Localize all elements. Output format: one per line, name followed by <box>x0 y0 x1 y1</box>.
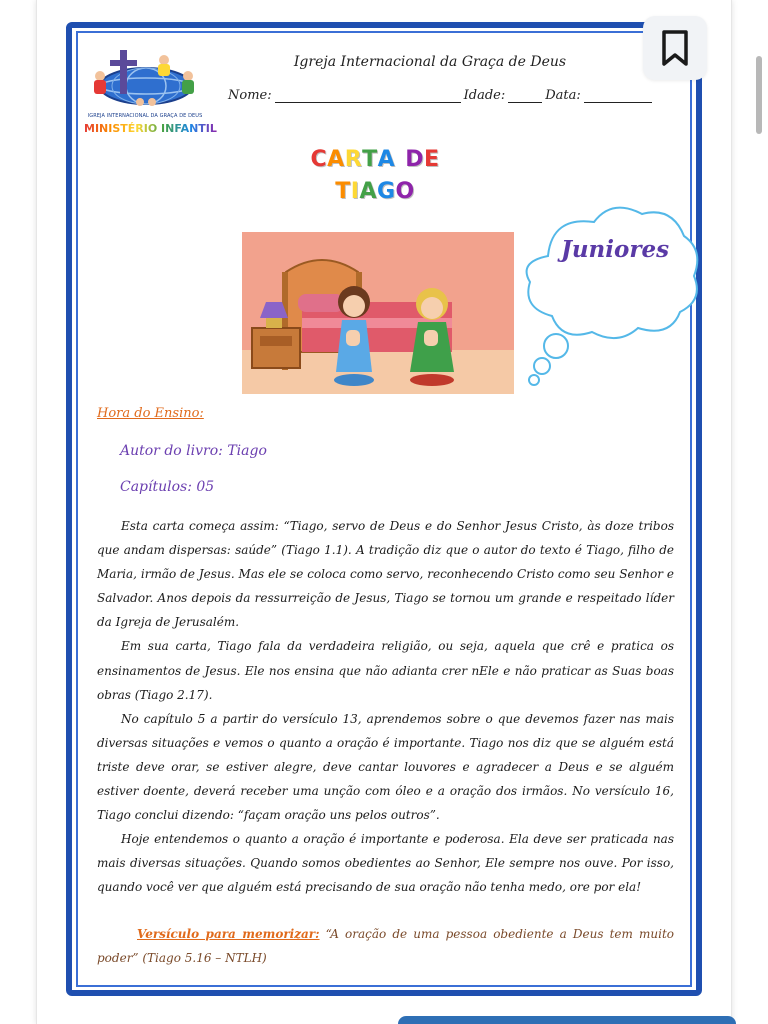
lesson-paragraph: Em sua carta, Tiago fala da verdadeira religião, ou seja, aquela que crê e pratica os ensinamentos de Jesus. Ele nos ensina que não adianta crer nEle e não praticar as Suas boas obras (Tiago 2.17). <box>97 639 674 702</box>
title-letter: A <box>359 179 377 204</box>
title-letter: T <box>335 179 351 204</box>
lesson-paragraph: Hoje entendemos o quanto a oração é importante e poderosa. Ela deve ser praticada nas mais diversas situações. Quando somos obedientes ao Senhor, Ele sempre nos ouve. Por isso, quando você ver que alguém está precisando de sua oração não tenha medo, ore por ela! <box>97 832 674 895</box>
date-label: Data: <box>545 88 581 103</box>
date-field[interactable] <box>584 91 652 103</box>
lesson-body <box>97 514 674 900</box>
title-line-2 <box>270 176 480 208</box>
chapter-count: Capítulos: 05 <box>120 479 215 495</box>
student-info-row <box>228 88 678 103</box>
thought-cloud <box>508 196 704 388</box>
lesson-title <box>270 144 480 208</box>
age-group-label: Juniores <box>560 236 670 263</box>
title-letter: O <box>395 179 415 204</box>
memory-verse-block <box>97 922 674 970</box>
logo-org-name: IGREJA INTERNACIONAL DA GRAÇA DE DEUS <box>87 113 203 119</box>
memory-verse-text: “A oração de uma pessoa obediente a Deus tem muito poder” (Tiago 5.16 – NTLH) <box>97 927 674 965</box>
age-label: Idade: <box>463 88 506 103</box>
book-author: Autor do livro: Tiago <box>120 443 267 459</box>
ministry-text: MINISTÉRIO INFANTIL <box>84 122 217 135</box>
title-letter: D <box>405 147 424 172</box>
bookmark-button[interactable] <box>643 16 707 80</box>
praying-girls-illustration <box>242 232 514 394</box>
name-label: Nome: <box>228 88 272 103</box>
title-letter: R <box>344 147 363 172</box>
lesson-paragraph: Esta carta começa assim: “Tiago, servo de Deus e do Senhor Jesus Cristo, às doze tribos que andam dispersas: saúde” (Tiago 1.1). A tradição diz que o autor do texto é Tiago, filho de Maria, irmão de Jesus. Mas ele se coloca como servo, reconhecendo Cristo como seu Senhor e Salvador. Anos depois da ressurreição de Jesus, Tiago se tornou um grande e respeitado líder da Igreja de Jerusalém. <box>97 519 674 630</box>
title-letter: T <box>362 147 378 172</box>
name-field[interactable] <box>275 91 461 103</box>
title-letter: A <box>327 147 345 172</box>
title-letter: G <box>376 179 396 204</box>
bookmark-icon <box>660 29 690 67</box>
title-line-1 <box>270 144 480 176</box>
title-letter: E <box>423 147 440 172</box>
age-field[interactable] <box>508 91 542 103</box>
church-name: Igreja Internacional da Graça de Deus <box>293 54 567 70</box>
title-letter: I <box>350 179 360 204</box>
title-letter: A <box>377 147 396 172</box>
memory-verse-label: Versículo para memorizar: <box>137 927 320 941</box>
logo-ministry-name <box>84 122 217 135</box>
section-heading: Hora do Ensino: <box>97 406 204 421</box>
title-letter: C <box>310 147 328 172</box>
scrollbar-thumb[interactable] <box>756 56 762 134</box>
bottom-action-bar[interactable] <box>398 1016 736 1024</box>
lesson-paragraph: No capítulo 5 a partir do versículo 13, aprendemos sobre o que devemos fazer nas mais diversas situações e vemos o quanto a oração é importante. Tiago nos diz que se alguém está triste deve orar, se estiver alegre, deve cantar louvores e agradecer a Deus e se alguém estiver doente, deverá receber uma unção com óleo e a oração dos irmãos. No versículo 16, Tiago conclui dizendo: “façam oração uns pelos outros”. <box>97 711 674 823</box>
